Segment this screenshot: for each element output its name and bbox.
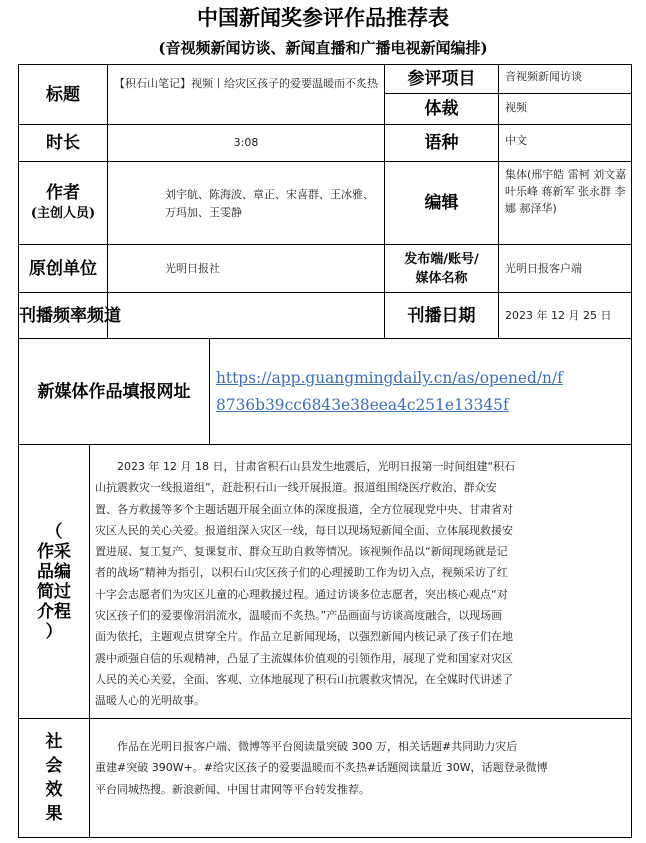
author-label: 作者: [46, 183, 80, 203]
author-value: 刘宇航、陈海波、章正、宋喜群、王冰雅、万玛加、王雯静: [165, 188, 374, 219]
form-subtitle: (音视频新闻访谈、新闻直播和广播电视新闻编排): [158, 39, 488, 57]
effect-label-1: 会: [45, 756, 63, 776]
editor-label: 编辑: [424, 193, 459, 213]
language-label: 语种: [424, 133, 459, 153]
url-link-line2[interactable]: 8736b39cc6843e38eea4c251e13345f: [216, 396, 509, 414]
publisher-value: 光明日报客户端: [505, 262, 582, 275]
intro-line: 者的战场”精神为指引，以积石山灾区孩子们的心理援助工作为切入点，视频采访了红: [95, 566, 508, 580]
intro-line: 十字会志愿者们为灾区儿童的心理救援过程。通过访谈多位志愿者，突出核心观点“对: [95, 587, 508, 601]
category-label: 参评项目: [407, 69, 476, 89]
category-value: 音视频新闻访谈: [505, 70, 582, 83]
duration-label: 时长: [46, 133, 80, 153]
date-label: 刊播日期: [407, 305, 476, 326]
effect-line: 作品在光明日报客户端、微博等平台阅读量突破 300 万，相关话题#共同助力灾后: [117, 740, 518, 753]
duration-value: 3:08: [233, 136, 259, 149]
intro-line: 人民的关心关爱，全面、客观、立体地展现了积石山抗震救灾情况，在全媒时代讲述了: [95, 672, 513, 686]
effect-label-0: 社: [45, 732, 63, 752]
url-link-line1[interactable]: https://app.guangmingdaily.cn/as/opened/n/f: [216, 369, 563, 387]
unit-value: 光明日报社: [165, 262, 220, 275]
channel-label: 刊播频率频道: [19, 305, 121, 326]
intro-line: 面为依托，主题观点贯穿全片。作品立足新闻现场，以强烈新闻内核记录了孩子们在地: [95, 630, 513, 644]
intro-line: 灾区人民的关心关爱。报道组深入灾区一线，每日以现场短新闻全面、立体展现救援安: [95, 523, 513, 537]
intro-label-1: 作采: [37, 541, 71, 562]
effect-label-2: 效: [45, 780, 63, 800]
publisher-label-cell: [385, 245, 498, 292]
intro-line: 温暖人心的光明故事。: [95, 694, 205, 708]
intro-line: 置、各方救援等多个主题话题开展全面立体的深度报道，全方位展现党中央、甘肃省对: [95, 502, 513, 516]
author-label-cell: [19, 162, 107, 244]
genre-label: 体裁: [424, 99, 459, 119]
channel-value: [165, 305, 379, 325]
title-label: 标题: [46, 84, 80, 105]
effect-label-3: 果: [45, 804, 63, 824]
url-block[interactable]: [216, 365, 628, 425]
form-title: 中国新闻奖参评作品推荐表: [197, 5, 449, 30]
publisher-label-line1: 发布端/账号/: [404, 251, 479, 267]
intro-label-3: 简过: [37, 581, 71, 602]
genre-value: 视频: [505, 101, 527, 114]
intro-line: 山抗震救灾一线报道组”，赶赴积石山一线开展报道。报道组围绕医疗救治、群众安: [95, 481, 497, 495]
intro-label: [19, 445, 89, 718]
intro-label-0: （: [45, 521, 63, 542]
effect-text: [95, 736, 627, 806]
effect-label: [19, 719, 89, 837]
intro-label-5: ）: [45, 621, 63, 642]
unit-label: 原创单位: [29, 258, 97, 279]
intro-line: 震中顽强自信的乐观精神，凸显了主流媒体价值观的引领作用，展现了党和国家对灾区: [95, 651, 513, 665]
language-value: 中文: [505, 134, 527, 147]
url-label: 新媒体作品填报网址: [37, 381, 191, 402]
intro-line: 灾区孩子们的爱要像涓涓流水，温暖而不炙热。”产品画面与访谈高度融合，以现场画: [95, 609, 503, 623]
intro-label-4: 介程: [37, 601, 71, 622]
intro-label-2: 品编: [37, 561, 71, 582]
intro-line: 2023 年 12 月 18 日，甘肃省积石山县发生地震后，光明日报第一时间组建“积石: [117, 460, 516, 473]
effect-line: 平台同城热搜。新浪新闻、中国甘肃网等平台转发推荐。: [95, 782, 370, 796]
author-sublabel: (主创人员): [30, 206, 96, 221]
intro-text: [95, 456, 627, 714]
effect-line: 重建#突破 390W+。#给灾区孩子的爱要温暖而不炙热#话题阅读量近 30W，话题登录微博: [95, 761, 548, 775]
title-value: 【积石山笔记】视频丨给灾区孩子的爱要温暖而不炙热: [114, 77, 378, 90]
intro-line: 置进展、复工复产、复课复市、群众互助自救等情况。该视频作品以“新闻现场就是记: [95, 545, 508, 559]
publisher-label-line2: 媒体名称: [415, 270, 468, 286]
editor-value: 集体(邢宇皓 雷柯 刘文嘉 叶乐峰 蒋新军 张永群 李娜 郝泽华): [505, 168, 627, 215]
date-value: 2023 年 12 月 25 日: [505, 309, 612, 322]
